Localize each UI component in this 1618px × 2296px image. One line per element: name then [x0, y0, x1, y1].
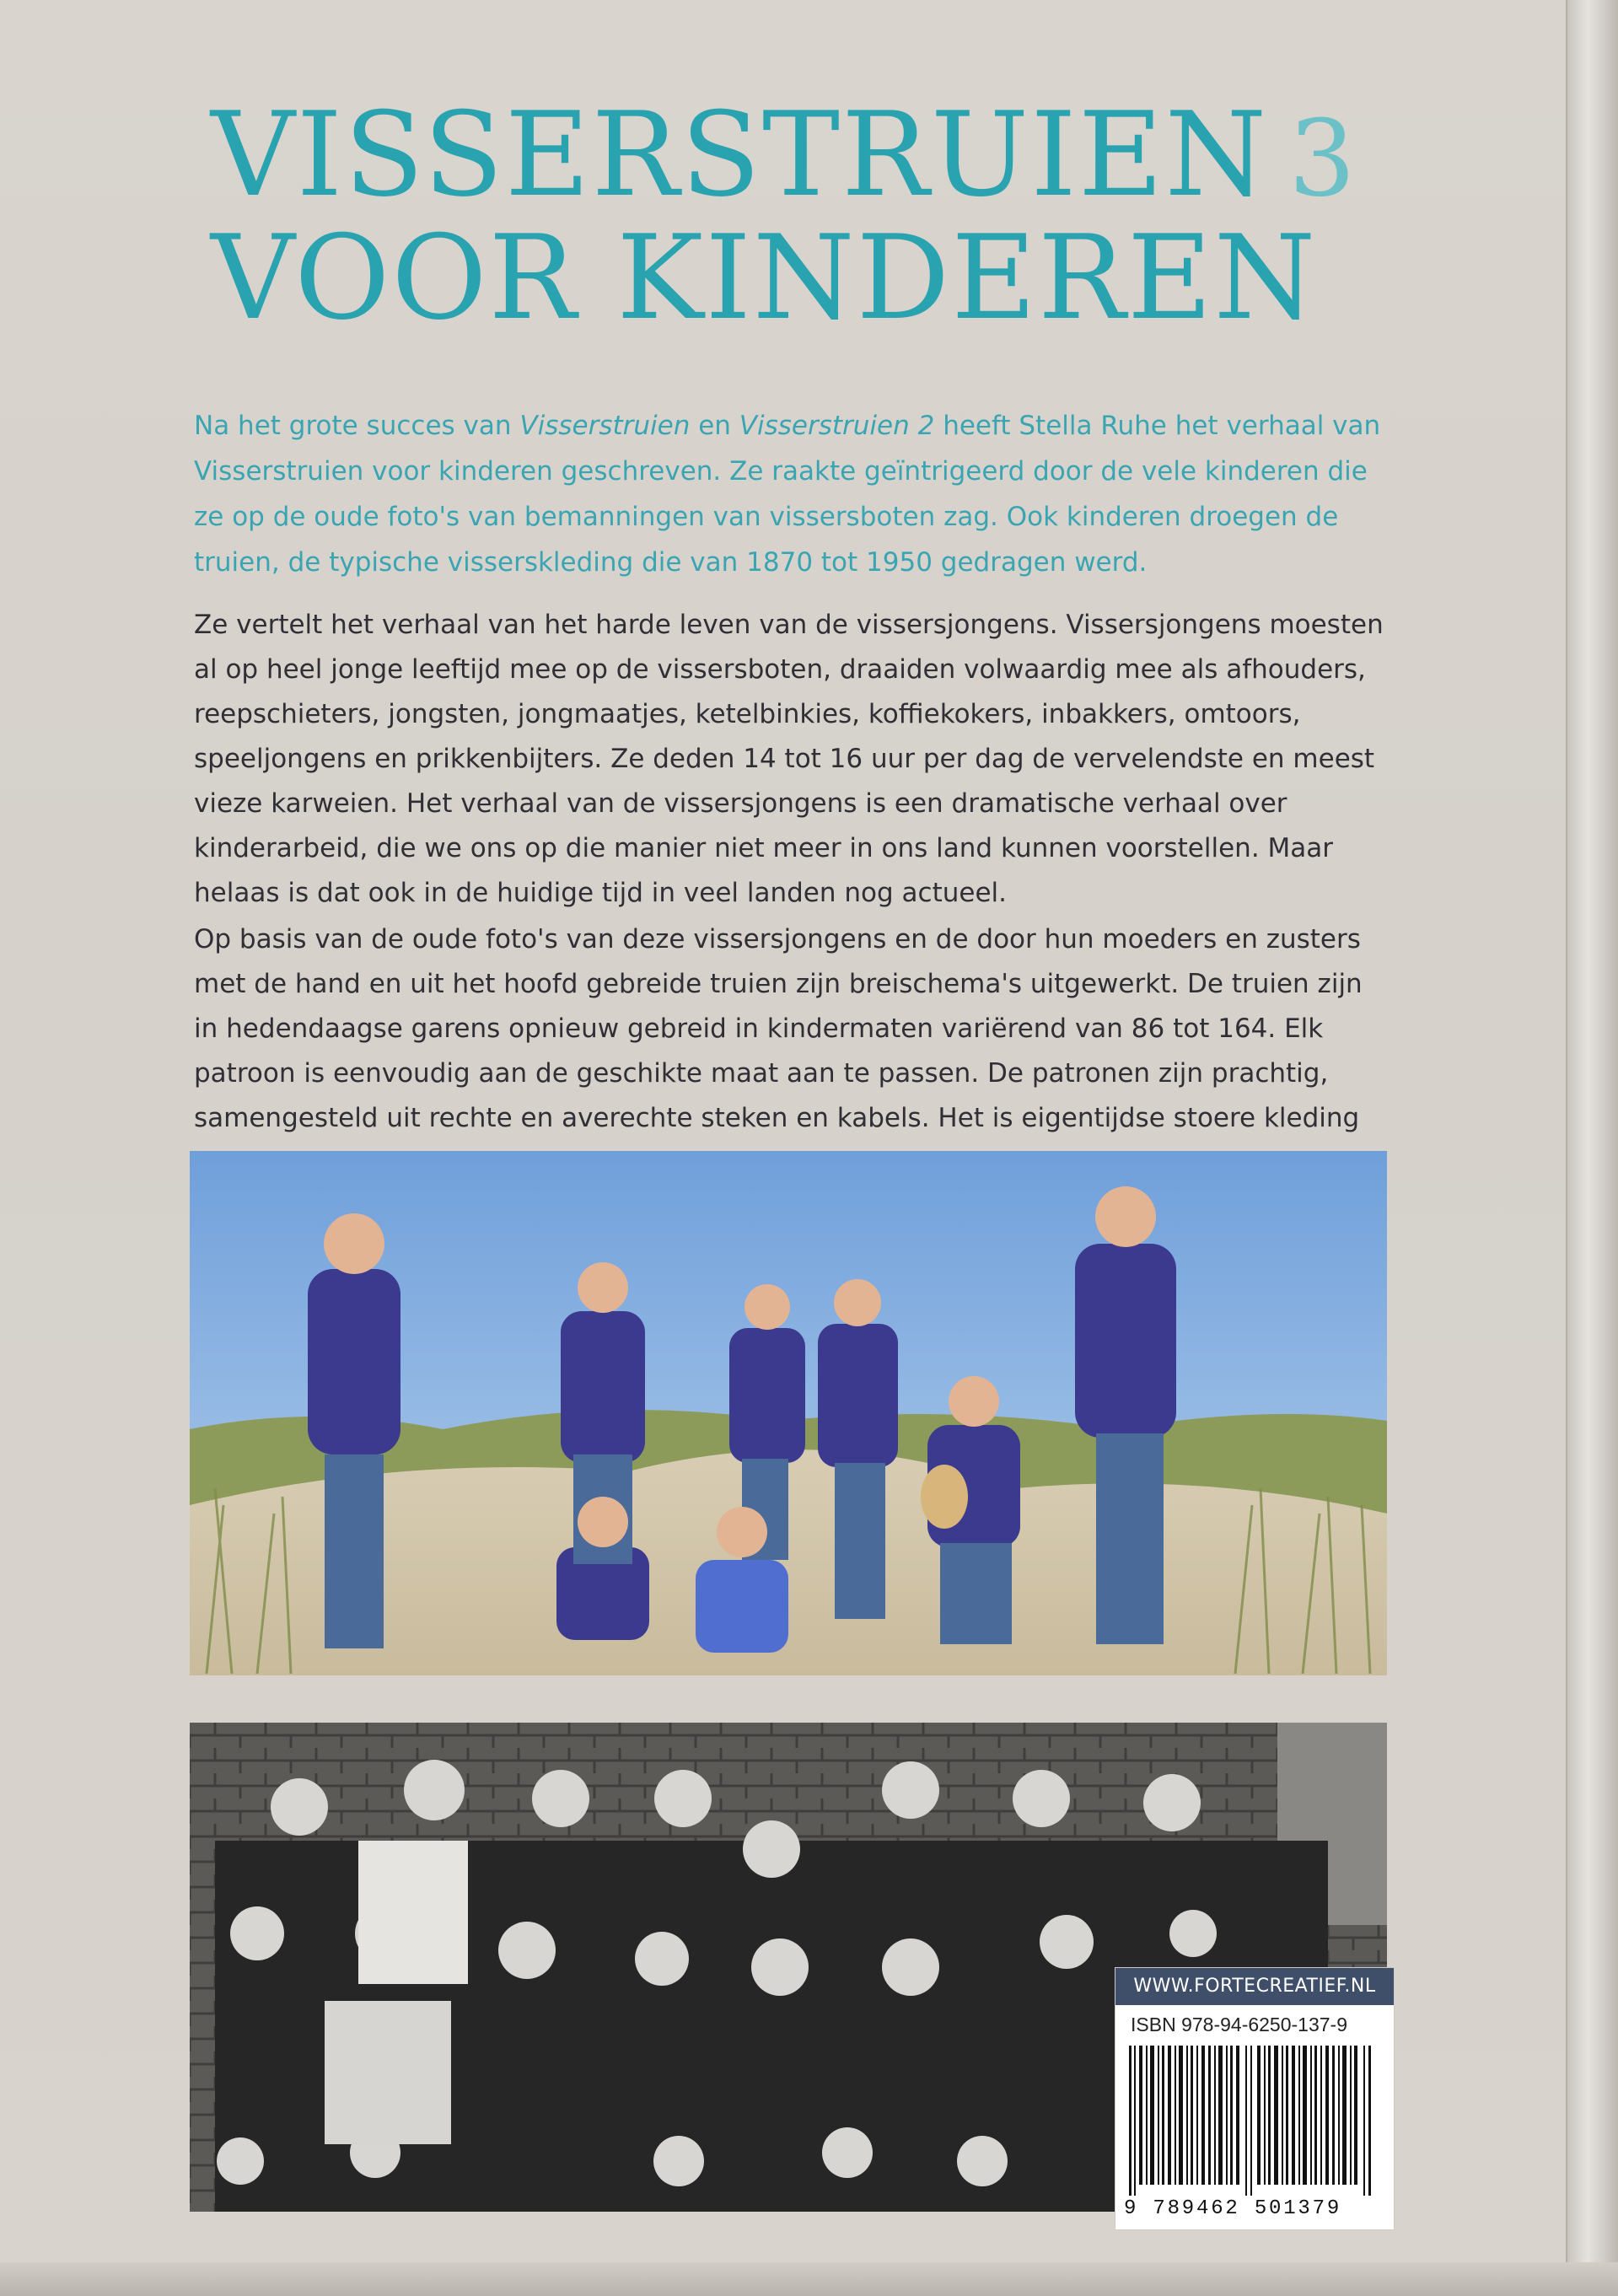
barcode-panel: [1115, 1967, 1395, 2230]
intro-book-title-1: Visserstruien: [519, 411, 691, 441]
intro-paragraph: [194, 403, 1383, 585]
intro-text-1: Na het grote succes van: [194, 411, 520, 441]
isbn-number: ISBN 978-94-6250-137-9: [1131, 2014, 1347, 2035]
book-spine-edge: [1566, 0, 1618, 2296]
dune-photo-illustration: [190, 1151, 1387, 1675]
intro-text-2: en: [690, 411, 739, 441]
barcode-digits: 9 789462 501379: [1124, 2197, 1342, 2220]
title-volume-number: 3: [1288, 98, 1357, 220]
intro-book-title-2: Visserstruien 2: [739, 411, 935, 441]
body-paragraph-1: Ze vertelt het verhaal van het harde leven van de vissersjongens. Vissersjongens moesten al op heel jonge leeftijd mee op de vissersboten, draaiden volwaardig mee als afhouders, reepschieters, jongsten, jongmaatjes, ketelbinkies, koffiekokers, inbakkers, omtoors, speeljongens en prikkenbijters. Ze deden 14 tot 16 uur per dag de vervelendste en meest vieze karweien. Het verhaal van de vissersjongens is een dramatische verhaal over kinderarbeid, die we ons op die manier niet meer in ons land kunnen voorstellen. Maar helaas is dat ook in de huidige tijd in veel landen nog actueel.: [194, 610, 1384, 908]
intro-text-3: heeft Stella Ruhe het verhaal van Visserstruien voor kinderen geschreven. Ze raakte geïntrigeerd door de vele kinderen die ze op de oude foto's van bemanningen van vissersboten zag. Ook kinderen droegen de truien, de typische visserskleding die van 1870 tot 1950 gedragen werd.: [194, 411, 1381, 578]
cover-title: [211, 87, 1442, 346]
title-line-2: VOOR KINDEREN: [211, 210, 1318, 346]
publisher-url[interactable]: WWW.FORTECREATIEF.NL: [1115, 1968, 1394, 2005]
book-bottom-edge: [0, 2262, 1618, 2296]
barcode-bars: [1127, 2046, 1382, 2196]
title-word: VISSERSTRUIEN: [211, 87, 1269, 223]
title-line-1: [211, 87, 1442, 223]
dune-children-photo: [190, 1151, 1387, 1675]
body-paragraph-2: Op basis van de oude foto's van deze vissersjongens en de door hun moeders en zusters met de hand en uit het hoofd gebreide truien zijn breischema's uitgewerkt. De truien zijn in hedendaagse garens opnieuw gebreid in kindermaten variërend van 86 tot 164. Elk patroon is eenvoudig aan de geschikte maat aan te passen. De patronen zijn prachtig, samengesteld uit rechte en averechte steken en kabels. Het is eigentijdse stoere kleding: [194, 924, 1363, 1133]
